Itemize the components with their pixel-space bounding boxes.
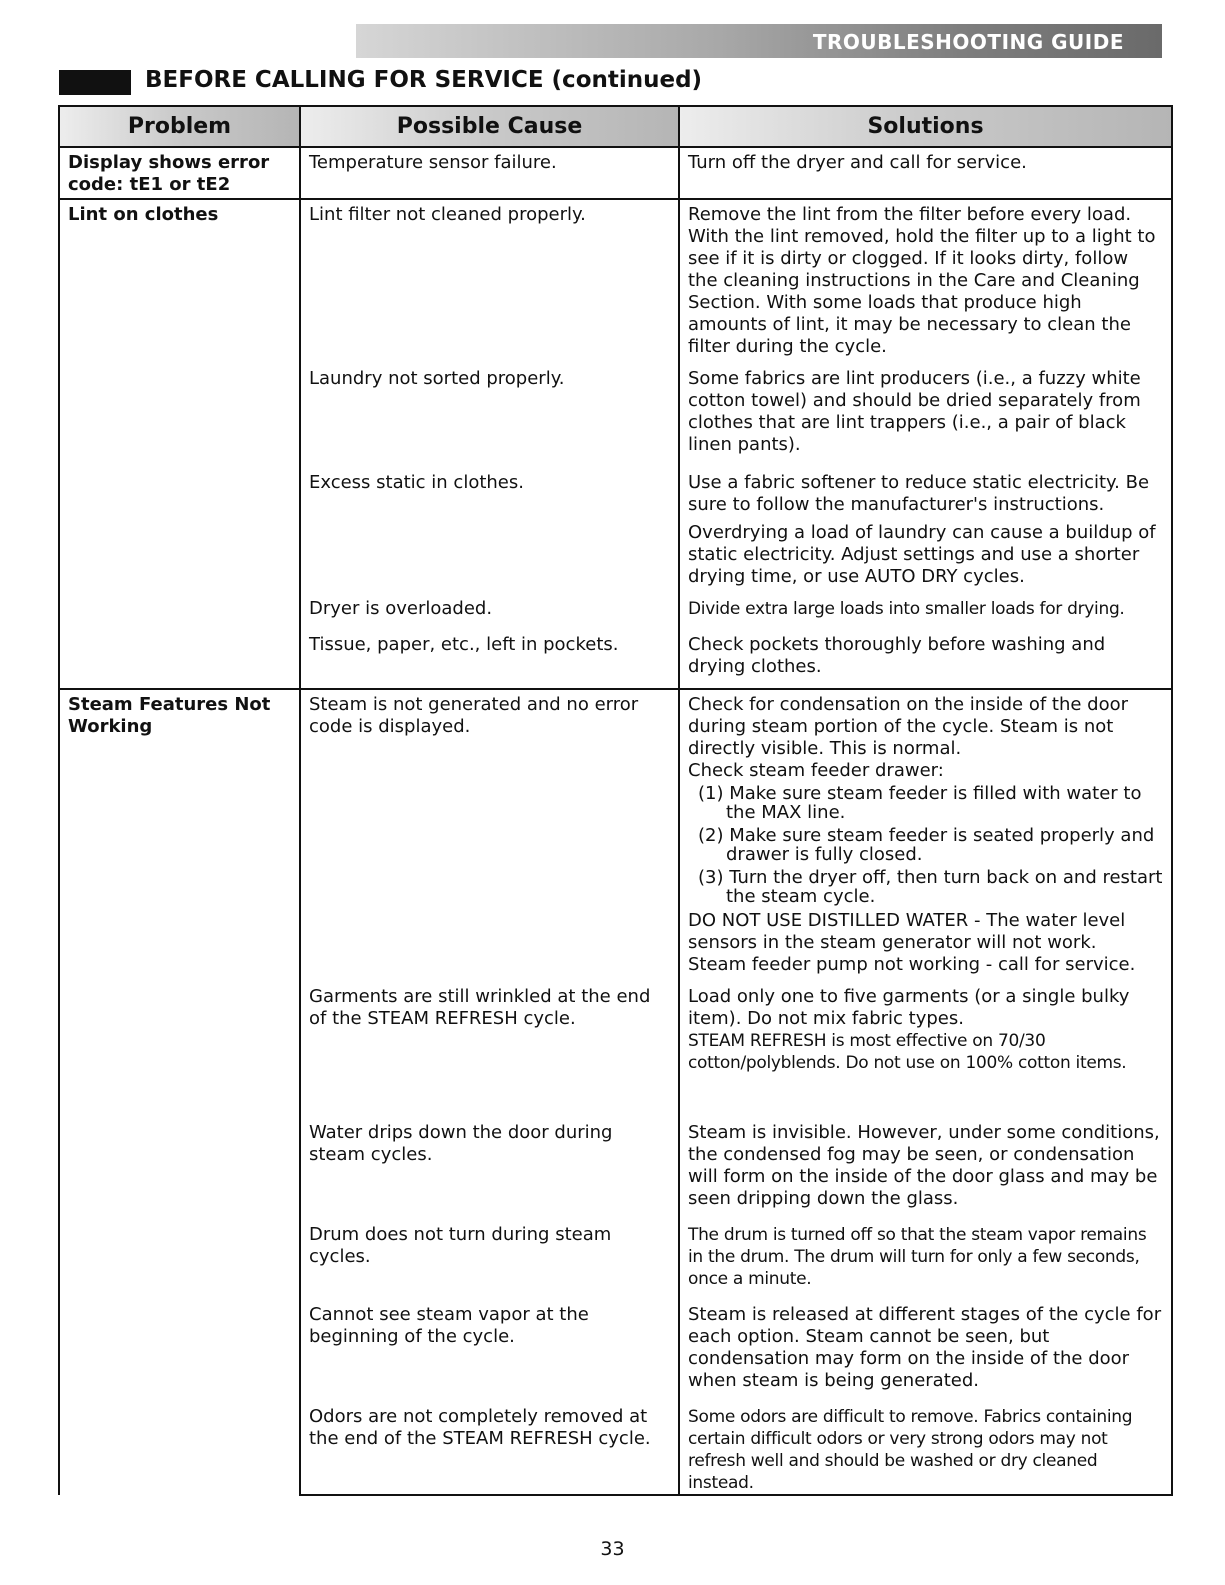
solution-text: Divide extra large loads into smaller loads for drying. — [688, 599, 1125, 619]
table-row — [59, 689, 1172, 986]
list-item: (2) Make sure steam feeder is seated properly and drawer is fully closed. — [698, 825, 1155, 865]
solution-cell — [679, 1304, 1172, 1406]
cause-cell: Water drips down the door during steam cycles. — [300, 1122, 679, 1224]
cause-cell: Lint filter not cleaned properly. — [300, 199, 679, 368]
table-row — [59, 199, 1172, 368]
cause-cell: Laundry not sorted properly. — [300, 368, 679, 472]
solution-cell — [679, 1224, 1172, 1304]
solution-text: Load only one to five garments (or a single bulky item). Do not mix fabric types. — [688, 986, 1130, 1029]
troubleshooting-table — [58, 105, 1173, 1496]
solution-text: DO NOT USE DISTILLED WATER - The water level sensors in the steam generator will not work. — [688, 910, 1126, 953]
solution-text: Some fabrics are lint producers (i.e., a fuzzy white cotton towel) and should be dried separately from clothes that are lint trappers (i.e., a pair of black linen pants). — [688, 368, 1141, 455]
solution-text: STEAM REFRESH is most effective on 70/30 cotton/polyblends. Do not use on 100% cotton items. — [688, 1031, 1127, 1073]
solution-text: Turn off the dryer and call for service. — [688, 152, 1027, 173]
banner-title: TROUBLESHOOTING GUIDE — [812, 30, 1124, 54]
problem-cell: Lint on clothes — [59, 199, 300, 689]
solution-text: Check pockets thoroughly before washing and drying clothes. — [688, 634, 1106, 677]
cause-cell: Garments are still wrinkled at the end of the STEAM REFRESH cycle. — [300, 986, 679, 1122]
cause-cell: Odors are not completely removed at the end of the STEAM REFRESH cycle. — [300, 1406, 679, 1495]
solution-cell — [679, 472, 1172, 598]
cause-cell: Drum does not turn during steam cycles. — [300, 1224, 679, 1304]
cause-cell: Cannot see steam vapor at the beginning of the cycle. — [300, 1304, 679, 1406]
solution-text: Use a fabric softener to reduce static electricity. Be sure to follow the manufacturer's instructions. — [688, 472, 1150, 515]
solution-text: Some odors are difficult to remove. Fabrics containing certain difficult odors or very strong odors may not refresh well and should be washed or dry cleaned instead. — [688, 1407, 1133, 1493]
header-solutions: Solutions — [679, 106, 1172, 147]
solution-text: Check steam feeder drawer: — [688, 760, 944, 781]
solution-text: Steam is released at different stages of the cycle for each option. Steam cannot be seen, but condensation may form on the inside of the door when steam is being generated. — [688, 1304, 1162, 1391]
solution-text: Steam is invisible. However, under some conditions, the condensed fog may be seen, or condensation will form on the inside of the door glass and may be seen dripping down the glass. — [688, 1122, 1160, 1209]
table-row — [59, 147, 1172, 199]
solution-text: Overdrying a load of laundry can cause a buildup of static electricity. Adjust settings and use a shorter drying time, or use AUTO DRY cycles. — [688, 522, 1156, 587]
cause-cell: Temperature sensor failure. — [300, 147, 679, 199]
solution-cell — [679, 598, 1172, 634]
solution-cell — [679, 199, 1172, 368]
page-number: 33 — [600, 1538, 625, 1560]
solution-cell — [679, 634, 1172, 689]
solution-cell — [679, 1406, 1172, 1495]
solution-cell — [679, 368, 1172, 472]
section-marker — [59, 70, 131, 95]
solution-text: Remove the lint from the filter before every load. With the lint removed, hold the filter up to a light to see if it is dirty or clogged. If it looks dirty, follow the cleaning instructions in the Care and Cleaning Section. With some loads that produce high amounts of lint, it may be necessary to clean the filter during the cycle. — [688, 204, 1156, 357]
cause-cell: Excess static in clothes. — [300, 472, 679, 598]
problem-cell: Steam Features Not Working — [59, 689, 300, 1495]
solution-text: Steam feeder pump not working - call for service. — [688, 954, 1136, 975]
solution-cell — [679, 689, 1172, 986]
solution-text: The drum is turned off so that the steam vapor remains in the drum. The drum will turn for only a few seconds, once a minute. — [688, 1225, 1147, 1289]
solution-text: Check for condensation on the inside of the door during steam portion of the cycle. Steam is not directly visible. This is normal. — [688, 694, 1128, 759]
cause-cell: Steam is not generated and no error code is displayed. — [300, 689, 679, 986]
list-item: (3) Turn the dryer off, then turn back on and restart the steam cycle. — [698, 867, 1163, 907]
cause-cell: Tissue, paper, etc., left in pockets. — [300, 634, 679, 689]
header-problem: Problem — [59, 106, 300, 147]
section-banner — [356, 24, 1162, 58]
table-header-row — [59, 106, 1172, 147]
cause-cell: Dryer is overloaded. — [300, 598, 679, 634]
list-item: (1) Make sure steam feeder is filled with water to the MAX line. — [698, 783, 1142, 823]
solution-cell — [679, 1122, 1172, 1224]
header-possible-cause: Possible Cause — [300, 106, 679, 147]
solution-cell — [679, 147, 1172, 199]
page-title: BEFORE CALLING FOR SERVICE (continued) — [145, 67, 703, 93]
problem-cell: Display shows error code: tE1 or tE2 — [59, 147, 300, 199]
solution-cell — [679, 986, 1172, 1122]
